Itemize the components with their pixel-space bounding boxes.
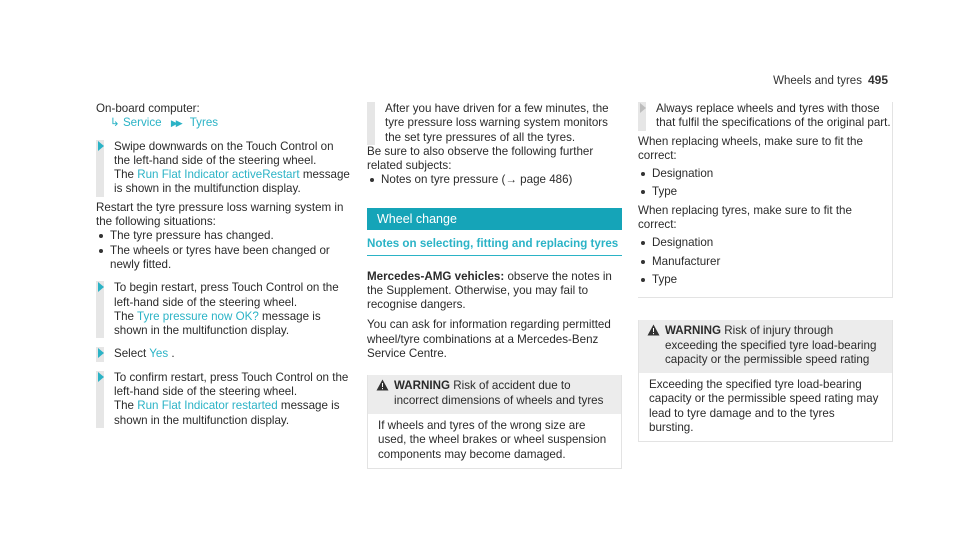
step-text-post: message is shown in the multifunction display. [114,168,350,196]
double-chevron-icon: ▶▶ [170,118,181,129]
list-item: Designation [638,236,892,250]
page-number: 495 [867,73,888,87]
step-arrow-icon [98,282,104,292]
tip-box [638,102,893,298]
related-link[interactable]: Notes on tyre pressure (→ page 486) [367,173,622,187]
subheading: Notes on selecting, fitting and replacing tyres [367,237,622,256]
column-2 [367,102,622,469]
amg-text: observe the notes in the Supplement. Otherwise, you may fail to recognise dangers. [367,269,612,312]
column-1 [96,102,351,428]
ask-text: You can ask for information regarding permitted wheel/tyre combinations at a Mercedes-Benz Service Centre. [367,318,611,361]
page-header [773,73,888,88]
list-item: Designation [638,167,892,181]
list-item: The tyre pressure has changed. [96,229,351,243]
warning-body: If wheels and tyres of the wrong size are used, the wheel brakes or wheel suspension components may become damaged. [378,418,607,461]
section-title: Wheels and tyres [773,75,862,87]
warning-box [638,320,893,442]
step-arrow-icon [640,103,646,113]
warning-title: Risk of injury through exceeding the specified tyre load-bearing capacity or the permissible speed rating [665,324,877,366]
column-3 [638,102,893,442]
step-begin-restart [96,281,351,338]
step-text: To confirm restart, press Touch Control on the left-hand side of the steering wheel. [114,370,349,399]
path-service[interactable]: Service [122,116,162,130]
step-swipe [96,140,351,197]
display-message: Run Flat Indicator restarted [137,399,278,413]
tyres-intro: When replacing tyres, make sure to fit the correct: [638,203,852,232]
step-arrow-icon [98,348,104,358]
step-text-post: message is shown in the multifunction display. [114,309,321,338]
tip-text: Always replace wheels and tyres with those that fulfil the specifications of the original part. [656,102,891,130]
step-text-pre: The [114,399,138,413]
step-text: Swipe downwards on the Touch Control on the left-hand side of the steering wheel. [114,139,334,167]
step-text-pre: Select [114,347,150,361]
warning-triangle-icon [376,379,389,391]
tip-note [638,102,892,131]
warning-header [639,320,892,373]
display-message: Tyre pressure now OK? [137,309,259,323]
step-text-pre: The [114,168,138,182]
step-confirm [96,371,351,428]
display-message: Run Flat Indicator activeRestart [137,168,300,182]
warning-triangle-icon [647,324,660,336]
warning-label: WARNING [665,324,722,338]
list-item: Type [638,273,892,297]
amg-label: Mercedes-AMG vehicles: [367,269,505,283]
list-item: The wheels or tyres have been changed or newly fitted. [96,244,351,273]
step-text-post: . [168,347,175,361]
wheels-intro: When replacing wheels, make sure to fit the correct: [638,134,863,162]
list-item: Manufacturer [638,255,892,269]
list-item: Type [638,185,892,199]
restart-text: Restart the tyre pressure loss warning system in the following situations: [96,200,344,229]
observe-text: Be sure to also observe the following further related subjects: [367,144,594,173]
section-heading: Wheel change [367,208,622,230]
step-text-pre: The [114,309,137,323]
path-tyres[interactable]: Tyres [189,116,219,130]
return-arrow-icon: ↳ [110,116,120,130]
step-text: To begin restart, press Touch Control on the left-hand side of the steering wheel. [114,281,339,309]
warning-label: WARNING [394,379,451,393]
yes-option: Yes [149,347,169,361]
warning-box [367,375,622,468]
step-arrow-icon [98,372,104,382]
warning-title: Risk of accident due to incorrect dimensions of wheels and tyres [394,379,604,407]
warning-header [368,375,621,414]
note-text: After you have driven for a few minutes, the tyre pressure loss warning system monitors the set tyre pressures of all the tyres. [385,102,609,144]
step-select-yes [96,347,351,361]
step-arrow-icon [98,141,104,151]
warning-body: Exceeding the specified tyre load-bearing capacity or the permissible speed rating may lead to tyre damage and to the tyres bursting. [649,378,879,435]
intro-text: On-board computer: [96,102,200,115]
info-note [367,102,622,145]
step-text-post: message is shown in the multifunction display. [114,399,340,427]
amg-note [367,270,622,313]
menu-path [96,116,351,130]
